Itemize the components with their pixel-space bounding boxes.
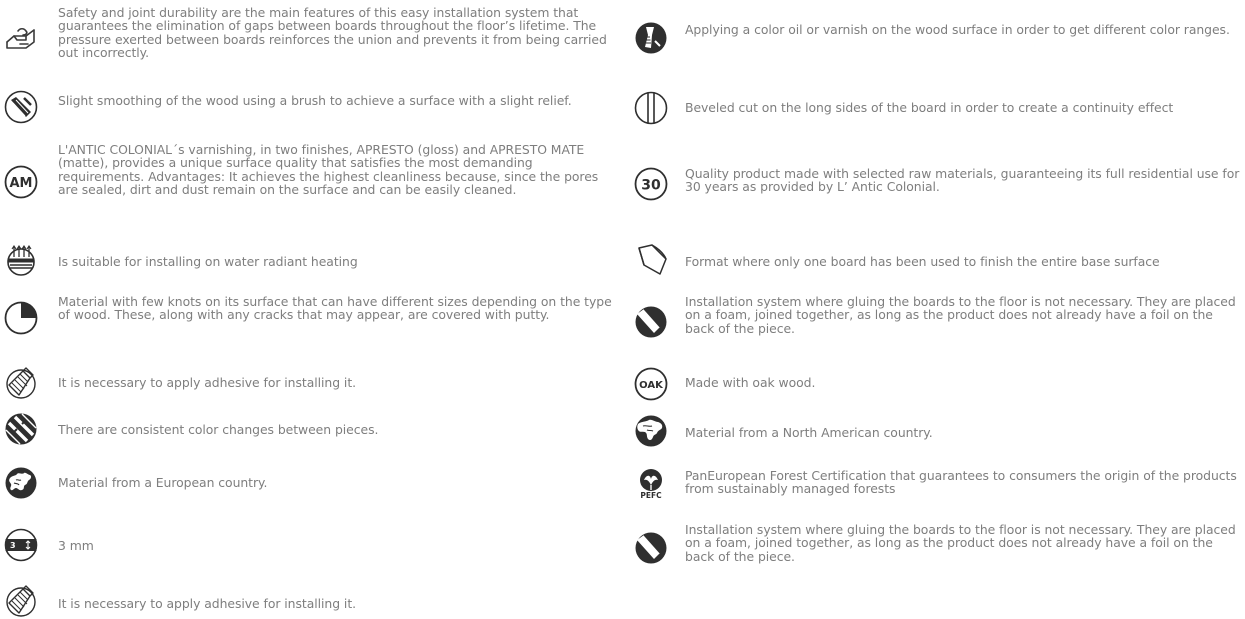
feature-item [0, 597, 618, 619]
am-badge-icon [4, 165, 38, 199]
feature-item [0, 476, 618, 498]
feature-text: Quality product made with selected raw materials, guaranteeing its full residential use for 30 years as provided by L’ Antic Colonial. [685, 166, 1240, 195]
feature-item [0, 539, 618, 561]
radiant-heating-icon [4, 243, 38, 277]
feature-item [0, 94, 618, 130]
thickness-badge: 3 [10, 541, 16, 550]
feature-text: Safety and joint durability are the main features of this easy installation system that guarantees the elimination of gaps between boards throughout the floor’s lifetime. The pressure exerted between boards reinforces the union and prevents it from being carried out incorrectly. [58, 5, 607, 61]
floating-install-icon [634, 305, 668, 339]
click-joint-icon [4, 22, 38, 56]
feature-text: 3 mm [58, 538, 94, 553]
feature-item [630, 469, 1245, 505]
feature-item [630, 426, 1245, 448]
feature-item [630, 167, 1245, 203]
feature-text: PanEuropean Forest Certification that guarantees to consumers the origin of the products from sustainably managed forests [685, 468, 1237, 497]
feature-text: Material from a European country. [58, 475, 268, 490]
single-board-icon [634, 243, 668, 277]
feature-text: L'ANTIC COLONIAL´s varnishing, in two finishes, APRESTO (gloss) and APRESTO MATE (matte), provides a unique surface quality that satisfies the most demanding requirements. Advantages: It achieves the highest cleanliness because, since the pores are sealed, dirt and dust remain on the surface and can be easily cleaned. [58, 142, 599, 198]
feature-item [630, 523, 1245, 573]
floating-install-icon [634, 531, 668, 565]
feature-item [0, 376, 618, 398]
feature-text: Installation system where gluing the boards to the floor is not necessary. They are placed on a foam, joined together, as long as the product does not already have a foil on the back of the piece. [685, 522, 1236, 564]
feature-item [630, 255, 1245, 277]
feature-text: Made with oak wood. [685, 375, 816, 390]
feature-text: Material from a North American country. [685, 425, 933, 440]
adhesive-brush-icon [4, 366, 38, 400]
knots-pie-icon [4, 301, 38, 335]
feature-item [630, 295, 1245, 345]
bevel-icon [634, 91, 668, 125]
feature-text: Slight smoothing of the wood using a brush to achieve a surface with a slight relief. [58, 93, 572, 108]
feature-text: Is suitable for installing on water radiant heating [58, 254, 358, 269]
feature-item [0, 423, 618, 445]
adhesive-brush-icon [4, 584, 38, 618]
feature-item [0, 6, 618, 72]
badge-text: AM [9, 176, 33, 191]
feature-text: Installation system where gluing the boards to the floor is not necessary. They are placed on a foam, joined together, as long as the product does not already have a foil on the back of the piece. [685, 294, 1236, 336]
feature-item [0, 295, 618, 345]
pefc-logo-icon [634, 467, 668, 501]
oak-badge-icon [634, 367, 668, 401]
europe-globe-icon [4, 466, 38, 500]
thickness-icon [4, 528, 38, 562]
color-variation-icon [4, 412, 38, 446]
feature-text: It is necessary to apply adhesive for installing it. [58, 375, 357, 390]
feature-text: Beveled cut on the long sides of the board in order to create a continuity effect [685, 100, 1174, 115]
brushed-icon [4, 90, 38, 124]
feature-item [630, 376, 1245, 398]
feature-item [0, 255, 618, 277]
feature-item [630, 23, 1245, 59]
feature-text: It is necessary to apply adhesive for installing it. [58, 596, 357, 611]
pefc-wordmark: PEFC [640, 491, 662, 500]
feature-text: There are consistent color changes between pieces. [58, 422, 379, 437]
feature-text: Applying a color oil or varnish on the wood surface in order to get different color ranges. [685, 22, 1230, 37]
feature-text: Format where only one board has been used to finish the entire base surface [685, 254, 1160, 269]
feature-item [0, 143, 618, 225]
feature-text: Material with few knots on its surface that can have different sizes depending on the type of wood. These, along with any cracks that may appear, are covered with putty. [58, 294, 612, 323]
warranty-30-icon [634, 167, 668, 201]
badge-text: 30 [641, 177, 661, 194]
feature-item [630, 101, 1245, 123]
north-america-globe-icon [634, 414, 668, 448]
badge-text: OAK [639, 380, 663, 391]
oil-varnish-icon [634, 21, 668, 55]
